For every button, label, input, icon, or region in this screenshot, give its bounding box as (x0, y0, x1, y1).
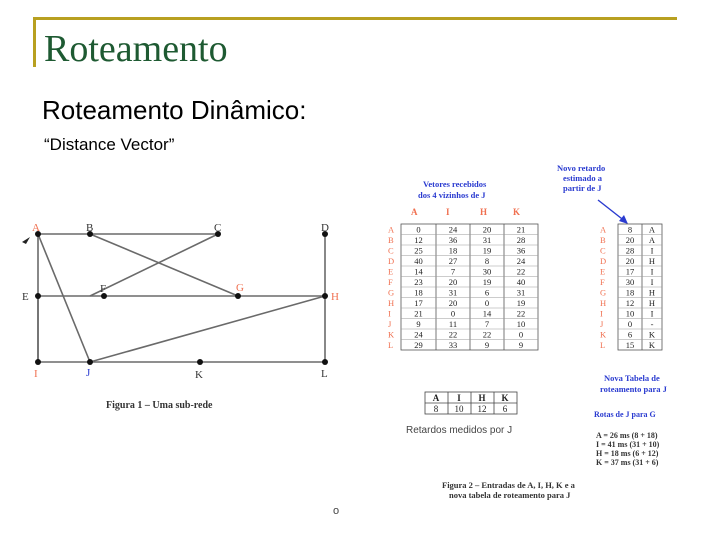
slide-subtitle: Roteamento Dinâmico: (42, 95, 307, 125)
vectors-cell: 12 (414, 235, 423, 245)
figure-2-caption-line-2: nova tabela de roteamento para J (449, 490, 571, 500)
new-table-row-label: L (600, 340, 606, 350)
route-line-a: A = 26 ms (8 + 18) (596, 431, 658, 440)
node-k (197, 359, 203, 365)
vectors-cell: 6 (484, 287, 490, 298)
new-table-line: K (648, 340, 656, 350)
new-table-line: - (650, 319, 654, 329)
vectors-cell: 11 (448, 319, 458, 329)
vectors-cell: 40 (414, 256, 423, 266)
vectors-cell: 8 (484, 256, 490, 266)
vectors-title-line-2: dos 4 vizinhos de J (418, 190, 486, 200)
new-table-delay: 20 (625, 256, 635, 266)
arrow-head-icon (619, 215, 628, 224)
vectors-row-label: A (388, 224, 395, 235)
vectors-cell: 31 (482, 235, 492, 245)
vectors-cell: 10 (516, 319, 526, 329)
measured-delays-caption: Retardos medidos por J (406, 425, 513, 436)
slide-title: Roteamento (44, 28, 228, 70)
new-table-line: H (648, 256, 656, 266)
vector-col-header-k: K (513, 207, 521, 217)
new-table-row-label: D (600, 256, 607, 266)
route-line-k: K = 37 ms (31 + 6) (596, 458, 659, 467)
vectors-cell: 14 (414, 266, 423, 277)
edge-j-h (90, 296, 325, 362)
new-table-line: I (650, 308, 654, 319)
vectors-row-label: K (388, 329, 395, 340)
vectors-cell: 22 (516, 266, 526, 277)
new-table-title-line-2: roteamento para J (600, 384, 667, 394)
arrow-mark-icon (22, 237, 30, 244)
vectors-cell: 20 (448, 298, 458, 308)
new-table-line: I (650, 266, 654, 277)
node-label-i: I (34, 368, 38, 380)
vectors-cell: 29 (414, 340, 423, 350)
vectors-cell: 9 (416, 319, 421, 329)
new-table-delay: 12 (625, 298, 635, 308)
measured-header-i: I (457, 393, 461, 403)
new-delay-title-line-3: partir de J (563, 183, 602, 193)
new-table-row-label: H (600, 298, 607, 308)
new-table-row-label: F (600, 277, 605, 287)
vectors-cell: 20 (482, 224, 492, 235)
edge-c-f (90, 234, 218, 296)
vectors-cell: 9 (484, 340, 490, 350)
new-table-row-label: E (600, 266, 606, 277)
node-label-j: J (86, 367, 91, 379)
figure-2-caption-line-1: Figura 2 – Entradas de A, I, H, K e a (442, 480, 575, 490)
node-e (35, 293, 41, 299)
new-table-delay: 6 (627, 329, 633, 340)
new-table-line: A (648, 235, 656, 245)
vectors-cell: 21 (516, 224, 526, 235)
vectors-table (388, 224, 538, 350)
vector-col-header-a: A (411, 207, 418, 217)
new-table-line: K (648, 329, 656, 340)
new-table-line: H (648, 287, 656, 298)
new-table-title-line-1: Nova Tabela de (604, 373, 660, 383)
vectors-cell: 18 (448, 245, 458, 256)
node-label-h: H (331, 291, 339, 303)
measured-value-i: 10 (454, 404, 464, 414)
vectors-cell: 33 (448, 340, 458, 350)
route-line-h: H = 18 ms (6 + 12) (596, 449, 659, 458)
node-label-b: B (86, 222, 94, 234)
slide-subsubtitle: “Distance Vector” (44, 135, 175, 154)
vectors-cell: 22 (482, 329, 492, 340)
measured-value-a: 8 (433, 404, 439, 414)
vectors-cell: 0 (484, 298, 490, 308)
figure-1-network (38, 234, 325, 362)
new-table-delay: 15 (625, 340, 635, 350)
vectors-row-label: C (388, 245, 394, 256)
vectors-cell: 0 (416, 224, 421, 235)
vectors-row-label: I (388, 308, 391, 319)
new-table-row-label: K (600, 329, 607, 340)
vectors-cell: 0 (518, 329, 524, 340)
vectors-cell: 27 (448, 256, 458, 266)
vectors-cell: 18 (414, 287, 423, 298)
vectors-row-label: L (388, 340, 394, 350)
measured-header-k: K (501, 393, 509, 403)
new-table-row-label: G (600, 287, 607, 298)
new-table-delay: 28 (625, 245, 635, 256)
vectors-cell: 24 (414, 329, 423, 340)
vectors-cell: 7 (484, 319, 490, 329)
node-label-k: K (195, 369, 203, 381)
vectors-row-label: F (388, 277, 393, 287)
new-table-delay: 20 (625, 235, 635, 245)
measured-value-k: 6 (502, 404, 508, 414)
vectors-cell: 24 (516, 256, 526, 266)
new-table-delay: 18 (625, 287, 635, 298)
new-table-line: I (650, 245, 654, 256)
vectors-cell: 24 (448, 224, 458, 235)
vectors-cell: 22 (448, 329, 458, 340)
node-label-l: L (321, 368, 328, 380)
vectors-cell: 30 (482, 266, 492, 277)
new-table-delay: 10 (625, 308, 635, 319)
vector-col-header-h: H (480, 207, 488, 217)
new-table-row-label: A (600, 224, 607, 235)
edge-a-j (38, 234, 90, 362)
vectors-cell: 19 (516, 298, 526, 308)
vectors-cell: 36 (516, 245, 526, 256)
measured-value-h: 12 (477, 404, 487, 414)
new-table-line: I (650, 277, 654, 287)
vectors-cell: 21 (414, 308, 423, 319)
new-table-delay: 30 (625, 277, 635, 287)
vectors-cell: 28 (516, 235, 526, 245)
node-label-g: G (236, 282, 244, 294)
route-title: Rotas de J para G (594, 410, 656, 419)
vectors-title-line-1: Vetores recebidos (423, 179, 487, 189)
vectors-cell: 36 (448, 235, 458, 245)
vectors-cell: 14 (482, 308, 492, 319)
vectors-cell: 25 (414, 245, 423, 256)
new-table-line: A (648, 224, 656, 235)
node-label-e: E (22, 291, 29, 303)
vectors-cell: 7 (450, 266, 456, 277)
vectors-cell: 20 (448, 277, 458, 287)
vectors-cell: 31 (448, 287, 458, 298)
node-label-a: A (32, 222, 40, 234)
vectors-cell: 22 (516, 308, 526, 319)
vectors-cell: 9 (518, 340, 524, 350)
vectors-row-label: D (388, 256, 395, 266)
figure-1-caption: Figura 1 – Uma sub-rede (106, 400, 213, 411)
vectors-cell: 19 (482, 245, 492, 256)
node-l (322, 359, 328, 365)
new-table-row-label: C (600, 245, 606, 256)
vectors-cell: 0 (450, 308, 456, 319)
edge-b-g (90, 234, 238, 296)
vectors-row-label: J (388, 319, 392, 329)
node-j (87, 359, 93, 365)
new-table-delay: 0 (627, 319, 633, 329)
vectors-row-label: B (388, 235, 394, 245)
node-h (322, 293, 328, 299)
vectors-row-label: H (388, 298, 395, 308)
new-table-row-label: I (600, 308, 603, 319)
new-routing-table (600, 224, 662, 350)
vectors-cell: 31 (516, 287, 526, 298)
node-i (35, 359, 41, 365)
new-delay-title-line-1: Novo retardo (557, 163, 606, 173)
vector-col-header-i: I (446, 207, 450, 217)
node-label-c: C (214, 222, 222, 234)
new-delay-title-line-2: estimado a (563, 173, 602, 183)
route-line-i: I = 41 ms (31 + 10) (596, 440, 660, 449)
vectors-row-label: E (388, 266, 394, 277)
new-table-row-label: J (600, 319, 604, 329)
vectors-cell: 40 (516, 277, 526, 287)
measured-header-h: H (478, 393, 486, 403)
new-table-delay: 8 (627, 224, 633, 235)
node-label-f: F (100, 283, 107, 295)
vectors-row-label: G (388, 287, 395, 298)
vectors-cell: 17 (414, 298, 423, 308)
vectors-cell: 23 (414, 277, 423, 287)
new-table-line: H (648, 298, 656, 308)
vectors-cell: 19 (482, 277, 492, 287)
measured-header-a: A (432, 393, 440, 403)
page-mark: o (333, 505, 340, 517)
new-table-delay: 17 (625, 266, 635, 277)
node-label-d: D (321, 222, 329, 234)
new-table-row-label: B (600, 235, 606, 245)
